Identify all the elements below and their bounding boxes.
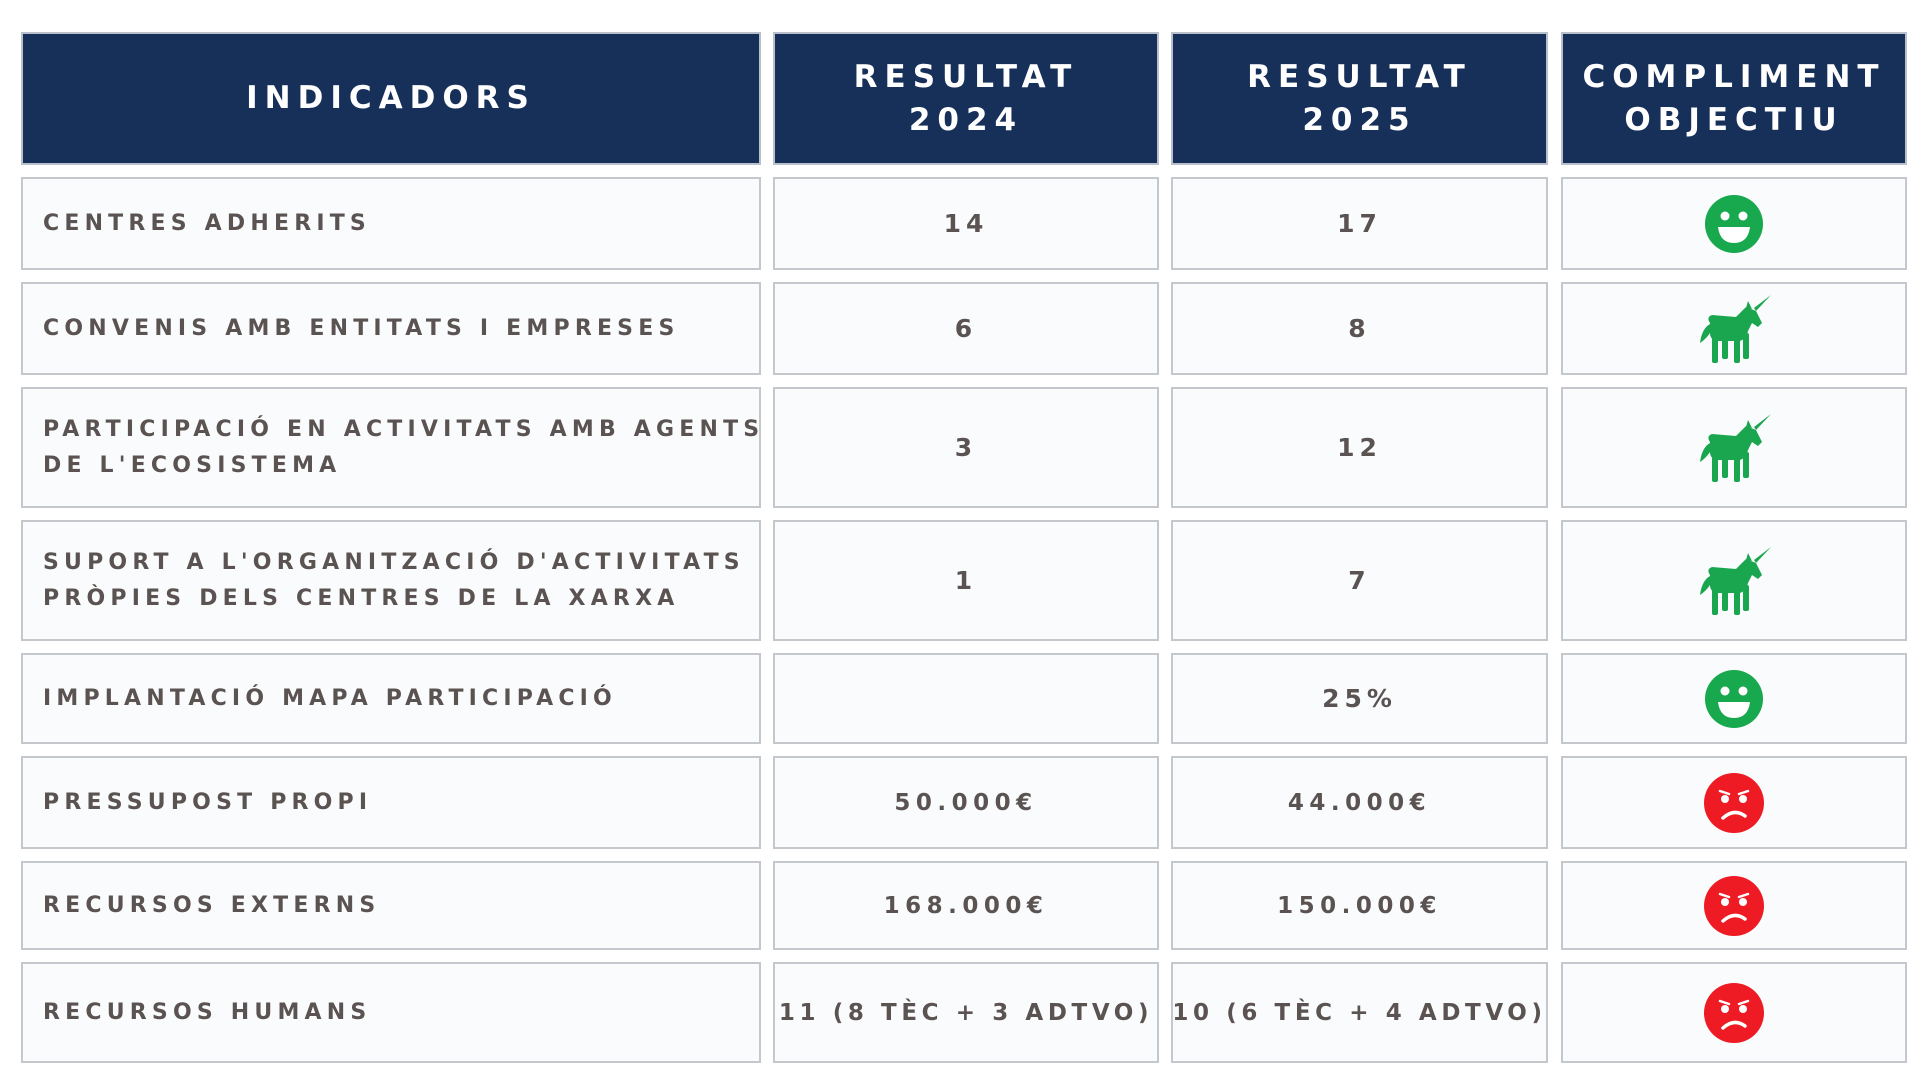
table-row-indicator bbox=[21, 756, 761, 849]
table-row-result-2025 bbox=[1171, 387, 1548, 508]
table-row-result-2024 bbox=[773, 756, 1159, 849]
header-result-2024-line1: RESULTAT bbox=[853, 58, 1079, 95]
table-row-result-2025 bbox=[1171, 520, 1548, 641]
result-2024-value: 14 bbox=[943, 209, 989, 238]
table-row-result-2025 bbox=[1171, 177, 1548, 270]
result-2025-value: 25% bbox=[1322, 684, 1397, 713]
table-row-result-2024 bbox=[773, 387, 1159, 508]
result-2024-value: 1 bbox=[954, 566, 978, 595]
result-2024-value: 168.000€ bbox=[883, 892, 1049, 919]
indicator-label-line2: DE L'ECOSISTEMA bbox=[43, 452, 342, 478]
table-row-indicator bbox=[21, 962, 761, 1063]
table-row-compliance bbox=[1561, 653, 1907, 744]
sad-face-icon bbox=[1703, 982, 1765, 1044]
indicator-label: CENTRES ADHERITS bbox=[43, 210, 371, 236]
table-row-indicator bbox=[21, 387, 765, 508]
result-2024-value: 11 (8 TÈC + 3 ADTVO) bbox=[778, 999, 1154, 1026]
indicator-label: CONVENIS AMB ENTITATS I EMPRESES bbox=[43, 315, 680, 341]
table-row-compliance bbox=[1561, 861, 1907, 950]
indicator-label-line1: PARTICIPACIÓ EN ACTIVITATS AMB AGENTS bbox=[43, 416, 765, 442]
result-2025-value: 10 (6 TÈC + 4 ADTVO) bbox=[1172, 999, 1547, 1026]
table-row-indicator bbox=[21, 177, 761, 270]
table-row-result-2025 bbox=[1171, 861, 1548, 950]
happy-face-icon bbox=[1704, 669, 1764, 729]
indicator-label-line2: PRÒPIES DELS CENTRES DE LA XARXA bbox=[43, 585, 680, 611]
header-indicators bbox=[21, 32, 761, 165]
table-row-compliance bbox=[1561, 520, 1907, 641]
result-2025-value: 12 bbox=[1337, 433, 1382, 462]
header-result-2024-line2: 2024 bbox=[908, 101, 1024, 138]
indicator-label: PRESSUPOST PROPI bbox=[43, 789, 373, 815]
table-row-indicator bbox=[21, 282, 761, 375]
indicator-label: RECURSOS EXTERNS bbox=[43, 892, 381, 918]
table-row-indicator bbox=[21, 653, 761, 744]
table-row-result-2024 bbox=[773, 653, 1159, 744]
result-2025-value: 17 bbox=[1337, 209, 1382, 238]
table-row-result-2024 bbox=[773, 282, 1159, 375]
header-compliance bbox=[1561, 32, 1907, 165]
header-result-2025 bbox=[1171, 32, 1548, 165]
table-row-result-2024 bbox=[773, 520, 1159, 641]
table-row-compliance bbox=[1561, 962, 1907, 1063]
table-row-result-2025 bbox=[1171, 962, 1548, 1063]
table-row-compliance bbox=[1561, 177, 1907, 270]
result-2024-value: 50.000€ bbox=[894, 789, 1038, 816]
table-row-compliance bbox=[1561, 282, 1907, 375]
table-row-result-2025 bbox=[1171, 653, 1548, 744]
table-row-result-2025 bbox=[1171, 282, 1548, 375]
indicator-label-line1: SUPORT A L'ORGANITZACIÓ D'ACTIVITATS bbox=[43, 549, 745, 575]
table-row-compliance bbox=[1561, 387, 1907, 508]
indicator-label: RECURSOS HUMANS bbox=[43, 999, 372, 1025]
header-indicators-label: INDICADORS bbox=[246, 80, 536, 116]
header-result-2024 bbox=[773, 32, 1159, 165]
table-row-result-2024 bbox=[773, 861, 1159, 950]
result-2025-value: 150.000€ bbox=[1277, 892, 1442, 919]
unicorn-icon bbox=[1696, 545, 1772, 617]
header-compliance-line1: COMPLIMENT bbox=[1582, 58, 1886, 95]
header-compliance-line2: OBJECTIU bbox=[1624, 101, 1844, 138]
indicator-label: IMPLANTACIÓ MAPA PARTICIPACIÓ bbox=[43, 685, 617, 711]
table-row-result-2024 bbox=[773, 177, 1159, 270]
result-2024-value: 6 bbox=[954, 314, 978, 343]
sad-face-icon bbox=[1703, 875, 1765, 937]
result-2024-value: 3 bbox=[954, 433, 978, 462]
unicorn-icon bbox=[1696, 412, 1772, 484]
unicorn-icon bbox=[1696, 293, 1772, 365]
result-2025-value: 8 bbox=[1348, 314, 1371, 343]
result-2025-value: 7 bbox=[1348, 566, 1371, 595]
table-row-compliance bbox=[1561, 756, 1907, 849]
result-2025-value: 44.000€ bbox=[1287, 789, 1432, 816]
table-row-indicator bbox=[21, 861, 761, 950]
table-row-result-2025 bbox=[1171, 756, 1548, 849]
sad-face-icon bbox=[1703, 772, 1765, 834]
table-row-indicator bbox=[21, 520, 761, 641]
header-result-2025-line1: RESULTAT bbox=[1247, 58, 1472, 95]
header-result-2025-line2: 2025 bbox=[1302, 101, 1417, 138]
table-row-result-2024 bbox=[773, 962, 1159, 1063]
happy-face-icon bbox=[1704, 194, 1764, 254]
